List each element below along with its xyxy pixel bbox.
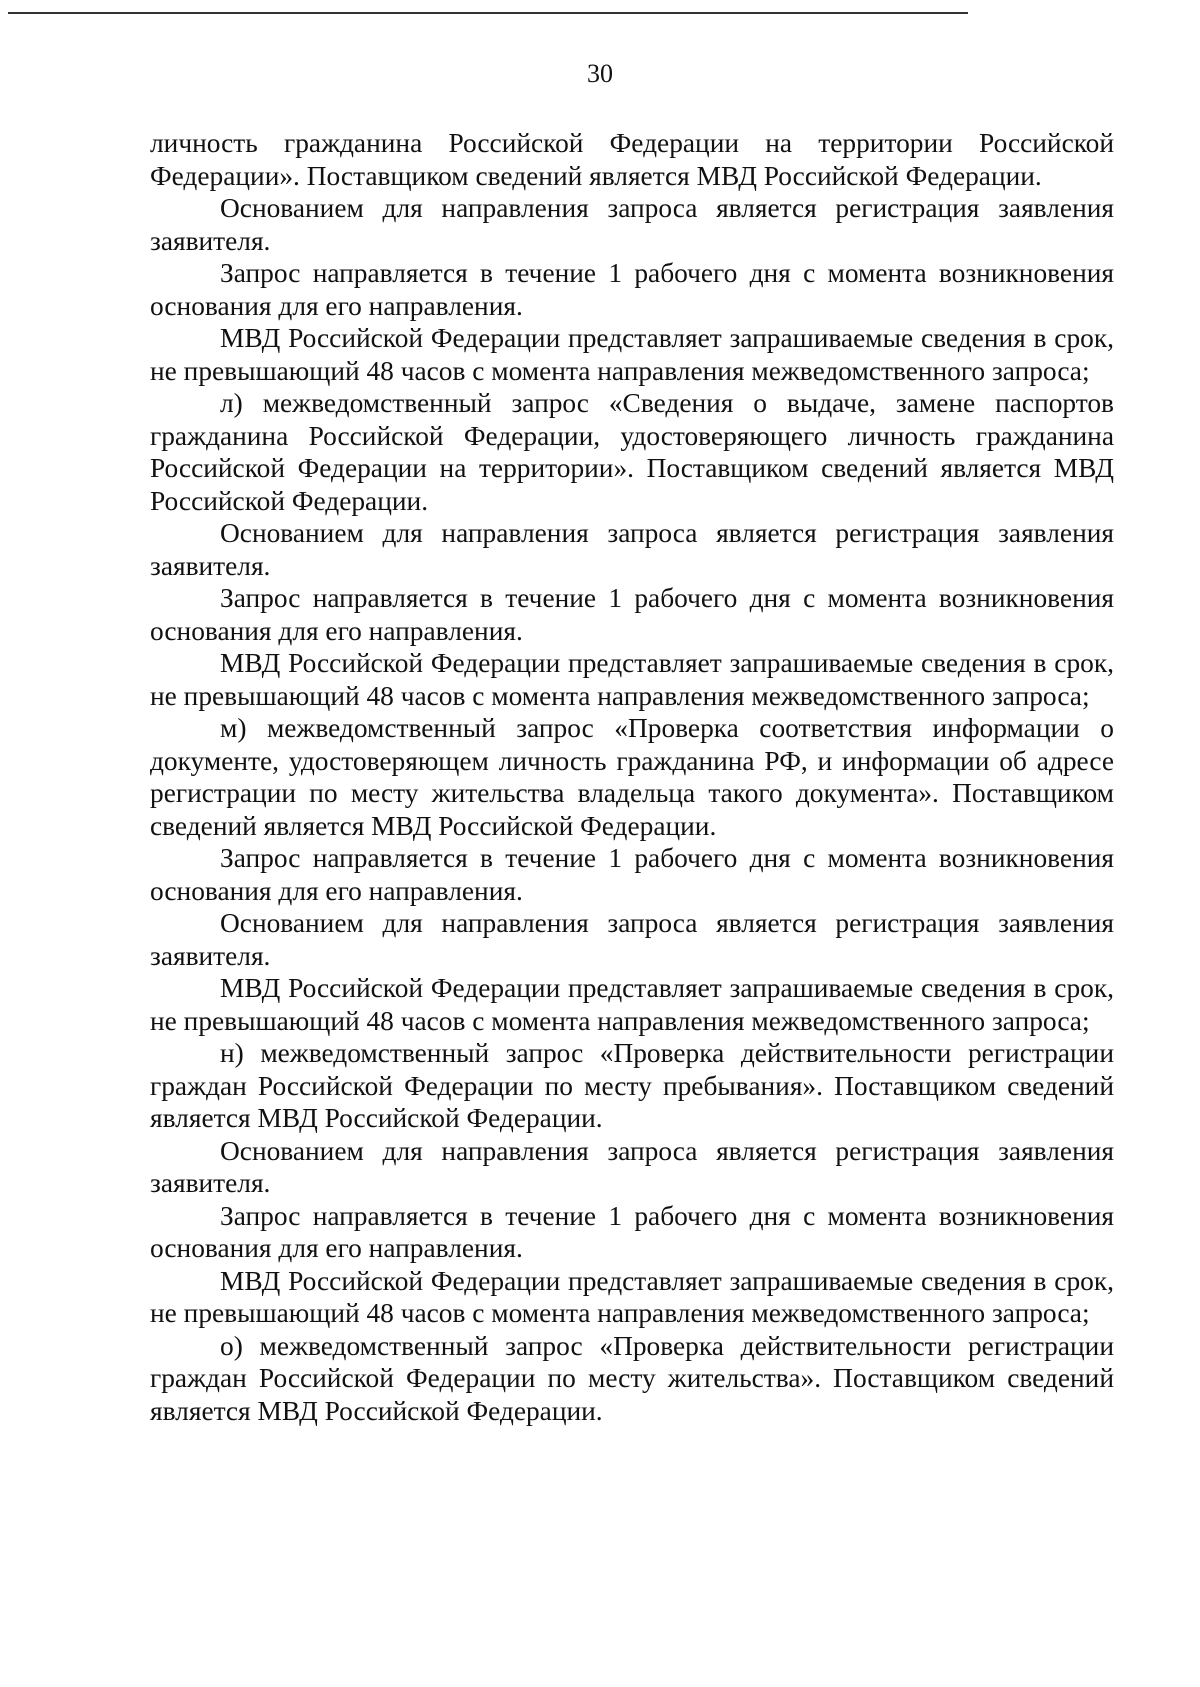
paragraph: МВД Российской Федерации представляет запрашиваемые сведения в срок, не превышающий 48 часов с момента направления межведомственного запроса;	[150, 648, 1114, 711]
paragraph: Основанием для направления запроса является регистрация заявления заявителя.	[150, 908, 1114, 971]
paragraph: м) межведомственный запрос «Проверка соответствия информации о документе, удостоверяющем личность гражданина РФ, и информации об адресе регистрации по месту жительства владельца такого документа». Поставщиком сведений является МВД Российской Федерации.	[150, 713, 1114, 841]
paragraph: Основанием для направления запроса является регистрация заявления заявителя.	[150, 518, 1114, 581]
paragraph: МВД Российской Федерации представляет запрашиваемые сведения в срок, не превышающий 48 часов с момента направления межведомственного запроса;	[150, 973, 1114, 1036]
paragraph: Запрос направляется в течение 1 рабочего дня с момента возникновения основания для его направления.	[150, 258, 1114, 321]
paragraph: Запрос направляется в течение 1 рабочего дня с момента возникновения основания для его направления.	[150, 583, 1114, 646]
document-body	[150, 127, 1114, 1427]
paragraph: МВД Российской Федерации представляет запрашиваемые сведения в срок, не превышающий 48 часов с момента направления межведомственного запроса;	[150, 323, 1114, 386]
paragraph: о) межведомственный запрос «Проверка действительности регистрации граждан Российской Федерации по месту жительства». Поставщиком сведений является МВД Российской Федерации.	[150, 1330, 1114, 1426]
paragraph: Запрос направляется в течение 1 рабочего дня с момента возникновения основания для его направления.	[150, 1200, 1114, 1263]
paragraph: личность гражданина Российской Федерации на территории Российской Федерации». Поставщиком сведений является МВД Российской Федерации.	[150, 128, 1114, 191]
paragraph: МВД Российской Федерации представляет запрашиваемые сведения в срок, не превышающий 48 часов с момента направления межведомственного запроса;	[150, 1265, 1114, 1328]
page-number: 30	[587, 59, 613, 88]
paragraph: Основанием для направления запроса является регистрация заявления заявителя.	[150, 1135, 1114, 1198]
paragraph: н) межведомственный запрос «Проверка действительности регистрации граждан Российской Федерации по месту пребывания». Поставщиком сведений является МВД Российской Федерации.	[150, 1038, 1114, 1133]
top-rule	[8, 12, 968, 14]
paragraph: л) межведомственный запрос «Сведения о выдаче, замене паспортов гражданина Российской Федерации, удостоверяющего личность гражданина Российской Федерации на территории». Поставщиком сведений является МВД Российской Федерации.	[150, 388, 1114, 516]
paragraph: Основанием для направления запроса является регистрация заявления заявителя.	[150, 193, 1114, 256]
paragraph: Запрос направляется в течение 1 рабочего дня с момента возникновения основания для его направления.	[150, 843, 1114, 906]
